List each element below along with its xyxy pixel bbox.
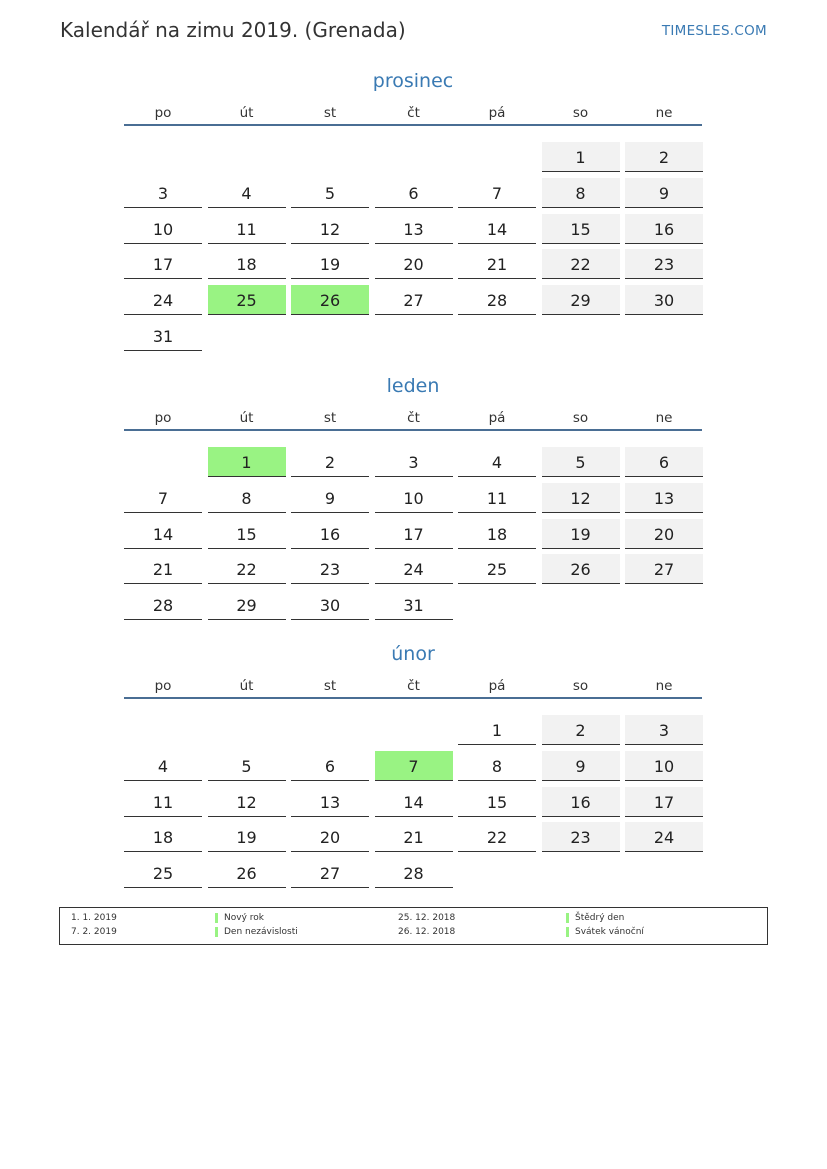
day-cell: 13 bbox=[291, 787, 369, 817]
day-cell: 20 bbox=[375, 249, 453, 279]
day-cell: 22 bbox=[208, 554, 286, 584]
day-cell: 15 bbox=[542, 214, 620, 244]
day-cell: 3 bbox=[375, 447, 453, 477]
day-cell: 13 bbox=[375, 214, 453, 244]
day-cell: 6 bbox=[375, 178, 453, 208]
weekday-label: st bbox=[323, 105, 337, 121]
weekday-label: čt bbox=[407, 105, 420, 121]
day-cell: 14 bbox=[458, 214, 536, 244]
weekday-label: út bbox=[239, 105, 254, 121]
day-cell: 19 bbox=[208, 822, 286, 852]
day-cell: 12 bbox=[208, 787, 286, 817]
day-cell: 10 bbox=[375, 483, 453, 513]
day-cell: 21 bbox=[124, 554, 202, 584]
day-cell: 28 bbox=[458, 285, 536, 315]
day-cell: 2 bbox=[542, 715, 620, 745]
legend-date: 1. 1. 2019 bbox=[71, 913, 117, 923]
header-rule bbox=[124, 124, 702, 126]
day-cell: 3 bbox=[625, 715, 703, 745]
day-cell: 16 bbox=[291, 519, 369, 549]
day-cell: 8 bbox=[208, 483, 286, 513]
day-cell: 14 bbox=[124, 519, 202, 549]
day-cell: 21 bbox=[375, 822, 453, 852]
day-cell: 12 bbox=[542, 483, 620, 513]
weekday-header bbox=[124, 410, 702, 430]
weekday-header bbox=[124, 678, 702, 698]
day-cell: 14 bbox=[375, 787, 453, 817]
header-rule bbox=[124, 429, 702, 431]
day-cell: 22 bbox=[458, 822, 536, 852]
day-cell: 10 bbox=[124, 214, 202, 244]
day-cell: 26 bbox=[542, 554, 620, 584]
day-cell: 24 bbox=[375, 554, 453, 584]
weekday-label: po bbox=[154, 678, 172, 694]
legend-date: 7. 2. 2019 bbox=[71, 927, 117, 937]
weekday-header bbox=[124, 105, 702, 125]
day-cell: 18 bbox=[208, 249, 286, 279]
day-cell: 3 bbox=[124, 178, 202, 208]
weekday-label: so bbox=[572, 678, 589, 694]
weekday-label: po bbox=[154, 105, 172, 121]
day-cell-holiday: 26 bbox=[291, 285, 369, 315]
day-cell: 19 bbox=[291, 249, 369, 279]
day-cell: 23 bbox=[291, 554, 369, 584]
weekday-label: út bbox=[239, 678, 254, 694]
weekday-label: so bbox=[572, 105, 589, 121]
month-calendar bbox=[124, 375, 702, 665]
day-cell: 17 bbox=[375, 519, 453, 549]
month-name: leden bbox=[386, 375, 440, 397]
day-cell: 31 bbox=[375, 590, 453, 620]
day-cell: 25 bbox=[124, 858, 202, 888]
legend-date: 26. 12. 2018 bbox=[398, 927, 456, 937]
day-cell: 6 bbox=[291, 751, 369, 781]
legend-name: Štědrý den bbox=[566, 913, 624, 923]
day-cell: 16 bbox=[542, 787, 620, 817]
day-cell: 5 bbox=[291, 178, 369, 208]
weekday-label: ne bbox=[655, 678, 673, 694]
day-cell: 16 bbox=[625, 214, 703, 244]
day-cell: 29 bbox=[542, 285, 620, 315]
day-cell: 23 bbox=[625, 249, 703, 279]
day-cell: 18 bbox=[458, 519, 536, 549]
weekday-label: út bbox=[239, 410, 254, 426]
legend-name: Den nezávislosti bbox=[215, 927, 298, 937]
day-cell: 5 bbox=[208, 751, 286, 781]
day-cell: 11 bbox=[124, 787, 202, 817]
weekday-label: ne bbox=[655, 105, 673, 121]
day-cell: 12 bbox=[291, 214, 369, 244]
day-cell: 15 bbox=[208, 519, 286, 549]
day-cell: 11 bbox=[458, 483, 536, 513]
weekday-label: pá bbox=[488, 410, 506, 426]
day-cell: 23 bbox=[542, 822, 620, 852]
day-cell: 24 bbox=[124, 285, 202, 315]
day-cell: 8 bbox=[542, 178, 620, 208]
weekday-label: st bbox=[323, 410, 337, 426]
day-cell: 6 bbox=[625, 447, 703, 477]
day-cell: 21 bbox=[458, 249, 536, 279]
day-cell: 31 bbox=[124, 321, 202, 351]
day-cell: 9 bbox=[625, 178, 703, 208]
legend-name: Nový rok bbox=[215, 913, 264, 923]
day-cell: 5 bbox=[542, 447, 620, 477]
day-cell: 4 bbox=[458, 447, 536, 477]
day-cell: 25 bbox=[458, 554, 536, 584]
day-cell: 4 bbox=[208, 178, 286, 208]
day-cell: 2 bbox=[291, 447, 369, 477]
month-name: únor bbox=[391, 643, 435, 665]
day-cell: 11 bbox=[208, 214, 286, 244]
day-cell: 8 bbox=[458, 751, 536, 781]
day-cell-holiday: 1 bbox=[208, 447, 286, 477]
weekday-label: pá bbox=[488, 678, 506, 694]
day-cell: 13 bbox=[625, 483, 703, 513]
day-cell: 1 bbox=[542, 142, 620, 172]
day-cell: 1 bbox=[458, 715, 536, 745]
day-cell: 4 bbox=[124, 751, 202, 781]
day-cell: 15 bbox=[458, 787, 536, 817]
brand-link[interactable]: TIMESLES.COM bbox=[661, 23, 767, 39]
day-cell: 20 bbox=[291, 822, 369, 852]
weekday-label: čt bbox=[407, 410, 420, 426]
weekday-label: so bbox=[572, 410, 589, 426]
day-cell: 28 bbox=[124, 590, 202, 620]
day-cell: 27 bbox=[375, 285, 453, 315]
day-cell: 30 bbox=[625, 285, 703, 315]
month-calendar bbox=[124, 70, 702, 360]
day-cell: 22 bbox=[542, 249, 620, 279]
holiday-legend bbox=[59, 907, 768, 945]
day-cell-holiday: 7 bbox=[375, 751, 453, 781]
day-cell: 30 bbox=[291, 590, 369, 620]
month-calendar bbox=[124, 643, 702, 933]
header-rule bbox=[124, 697, 702, 699]
day-cell-holiday: 25 bbox=[208, 285, 286, 315]
legend-date: 25. 12. 2018 bbox=[398, 913, 456, 923]
day-cell: 7 bbox=[124, 483, 202, 513]
weekday-label: ne bbox=[655, 410, 673, 426]
weekday-label: čt bbox=[407, 678, 420, 694]
month-name: prosinec bbox=[372, 70, 454, 92]
day-cell: 10 bbox=[625, 751, 703, 781]
day-cell: 19 bbox=[542, 519, 620, 549]
legend-name: Svátek vánoční bbox=[566, 927, 644, 937]
day-cell: 17 bbox=[625, 787, 703, 817]
day-cell: 24 bbox=[625, 822, 703, 852]
weekday-label: st bbox=[323, 678, 337, 694]
weekday-label: po bbox=[154, 410, 172, 426]
day-cell: 29 bbox=[208, 590, 286, 620]
day-cell: 28 bbox=[375, 858, 453, 888]
day-cell: 17 bbox=[124, 249, 202, 279]
day-cell: 20 bbox=[625, 519, 703, 549]
day-cell: 7 bbox=[458, 178, 536, 208]
day-cell: 26 bbox=[208, 858, 286, 888]
day-cell: 27 bbox=[625, 554, 703, 584]
day-cell: 2 bbox=[625, 142, 703, 172]
day-cell: 9 bbox=[542, 751, 620, 781]
weekday-label: pá bbox=[488, 105, 506, 121]
day-cell: 18 bbox=[124, 822, 202, 852]
page-title: Kalendář na zimu 2019. (Grenada) bbox=[60, 18, 406, 42]
day-cell: 27 bbox=[291, 858, 369, 888]
day-cell: 9 bbox=[291, 483, 369, 513]
